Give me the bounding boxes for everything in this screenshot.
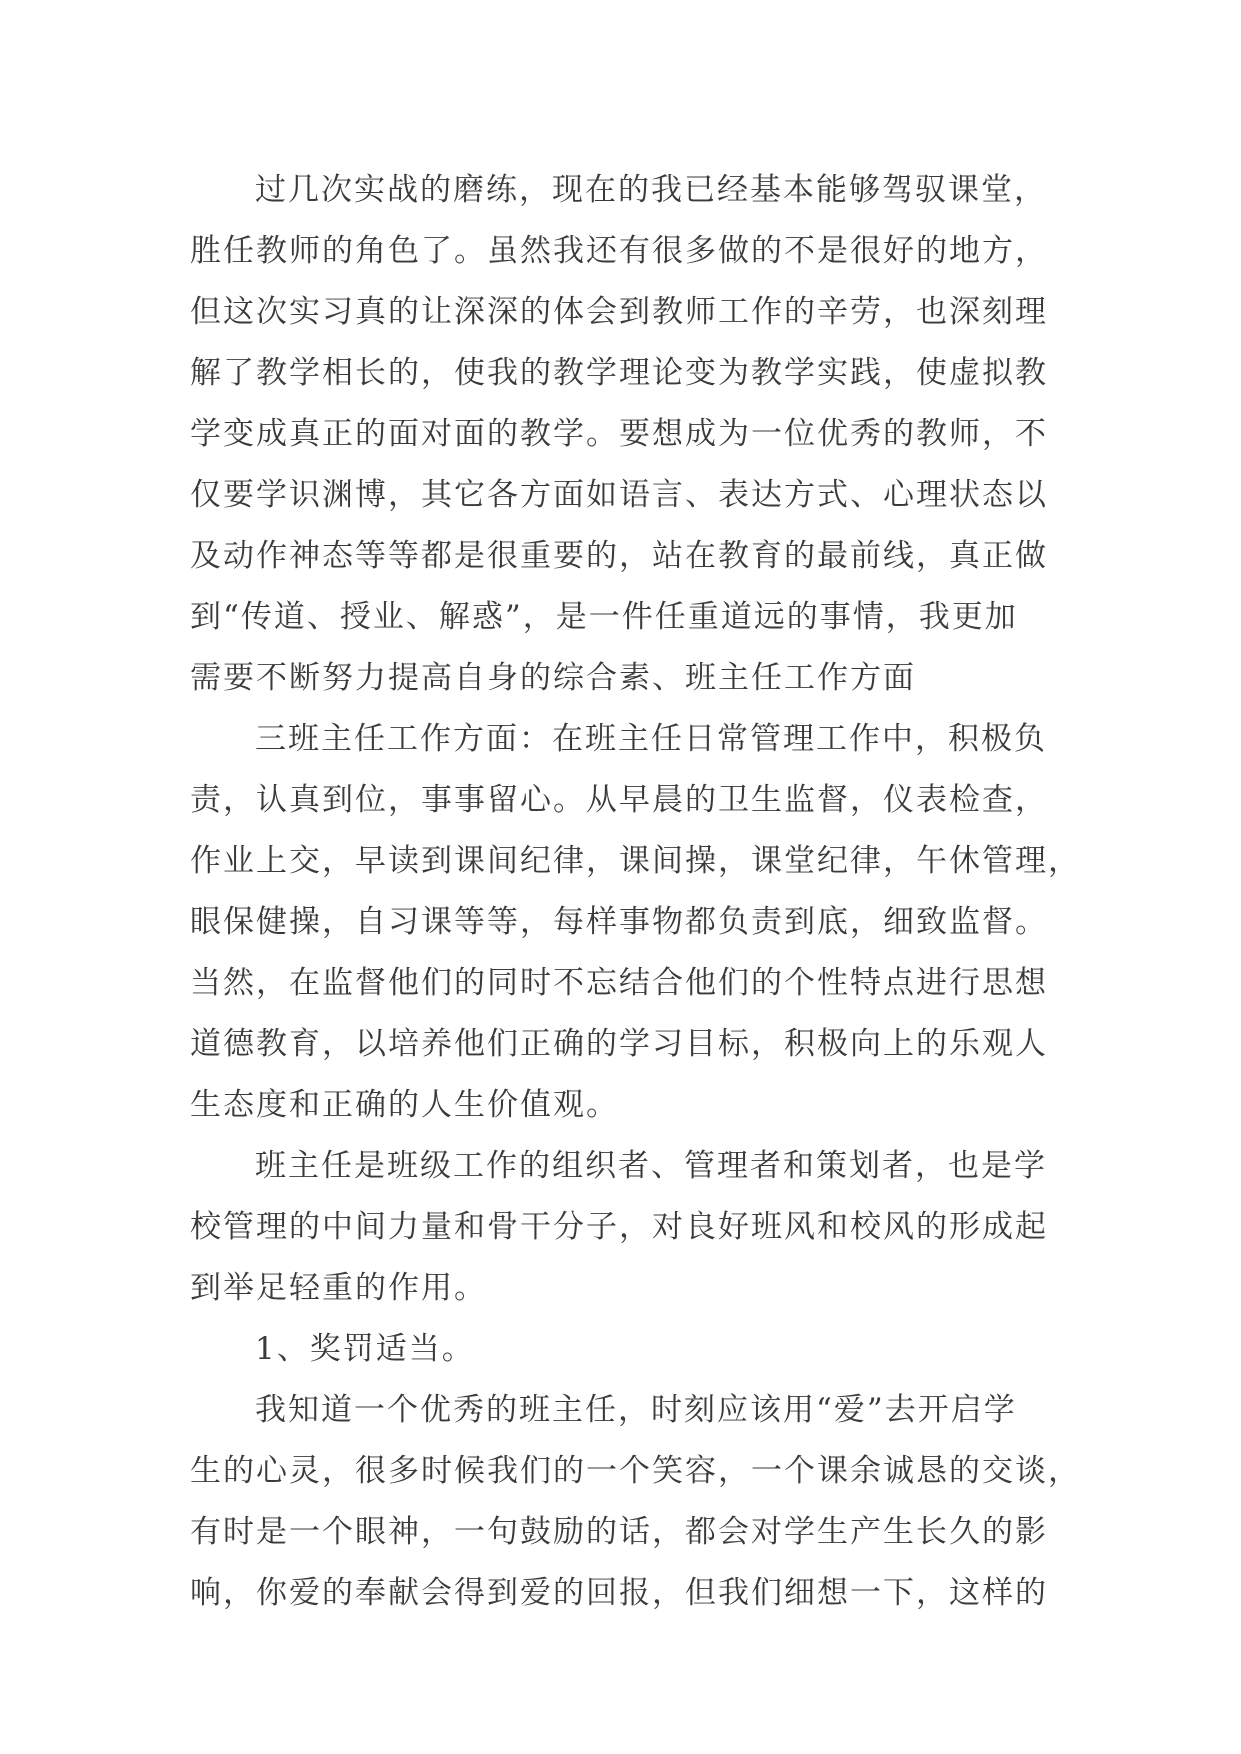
text-line: 生态度和正确的人生价值观。 (190, 1087, 619, 1123)
text-line: 我知道一个优秀的班主任，时刻应该用“爱”去开启学 (255, 1392, 1017, 1428)
text-line: 当然，在监督他们的同时不忘结合他们的个性特点进行思想 (190, 965, 1048, 1001)
text-line: 到“传道、授业、解惑”，是一件任重道远的事情，我更加 (190, 599, 1018, 635)
text-line: 但这次实习真的让深深的体会到教师工作的辛劳，也深刻理 (190, 294, 1048, 330)
text-line: 胜任教师的角色了。虽然我还有很多做的不是很好的地方， (190, 233, 1048, 269)
text-line: 有时是一个眼神，一句鼓励的话，都会对学生产生长久的影 (190, 1514, 1048, 1550)
text-line: 作业上交，早读到课间纪律，课间操，课堂纪律，午休管理， (190, 843, 1081, 879)
text-line: 过几次实战的磨练，现在的我已经基本能够驾驭课堂， (255, 172, 1047, 208)
text-line: 仅要学识渊博，其它各方面如语言、表达方式、心理状态以 (190, 477, 1048, 513)
text-line: 响，你爱的奉献会得到爱的回报，但我们细想一下，这样的 (190, 1575, 1048, 1611)
text-line: 学变成真正的面对面的教学。要想成为一位优秀的教师，不 (190, 416, 1048, 452)
text-line: 责，认真到位，事事留心。从早晨的卫生监督，仪表检查， (190, 782, 1048, 818)
text-line: 需要不断努力提高自身的综合素、班主任工作方面 (190, 660, 916, 696)
text-line: 生的心灵，很多时候我们的一个笑容，一个课余诚恳的交谈， (190, 1453, 1081, 1489)
text-line: 道德教育，以培养他们正确的学习目标，积极向上的乐观人 (190, 1026, 1048, 1062)
text-line: 校管理的中间力量和骨干分子，对良好班风和校风的形成起 (190, 1209, 1048, 1245)
text-line: 1、奖罚适当。 (255, 1331, 475, 1367)
document-body (190, 160, 1081, 1624)
text-line: 到举足轻重的作用。 (190, 1270, 487, 1306)
text-line: 眼保健操，自习课等等，每样事物都负责到底，细致监督。 (190, 904, 1048, 940)
text-line: 三班主任工作方面：在班主任日常管理工作中，积极负 (255, 721, 1047, 757)
text-line: 及动作神态等等都是很重要的，站在教育的最前线，真正做 (190, 538, 1048, 574)
text-line: 解了教学相长的，使我的教学理论变为教学实践，使虚拟教 (190, 355, 1048, 391)
text-line: 班主任是班级工作的组织者、管理者和策划者，也是学 (255, 1148, 1047, 1184)
